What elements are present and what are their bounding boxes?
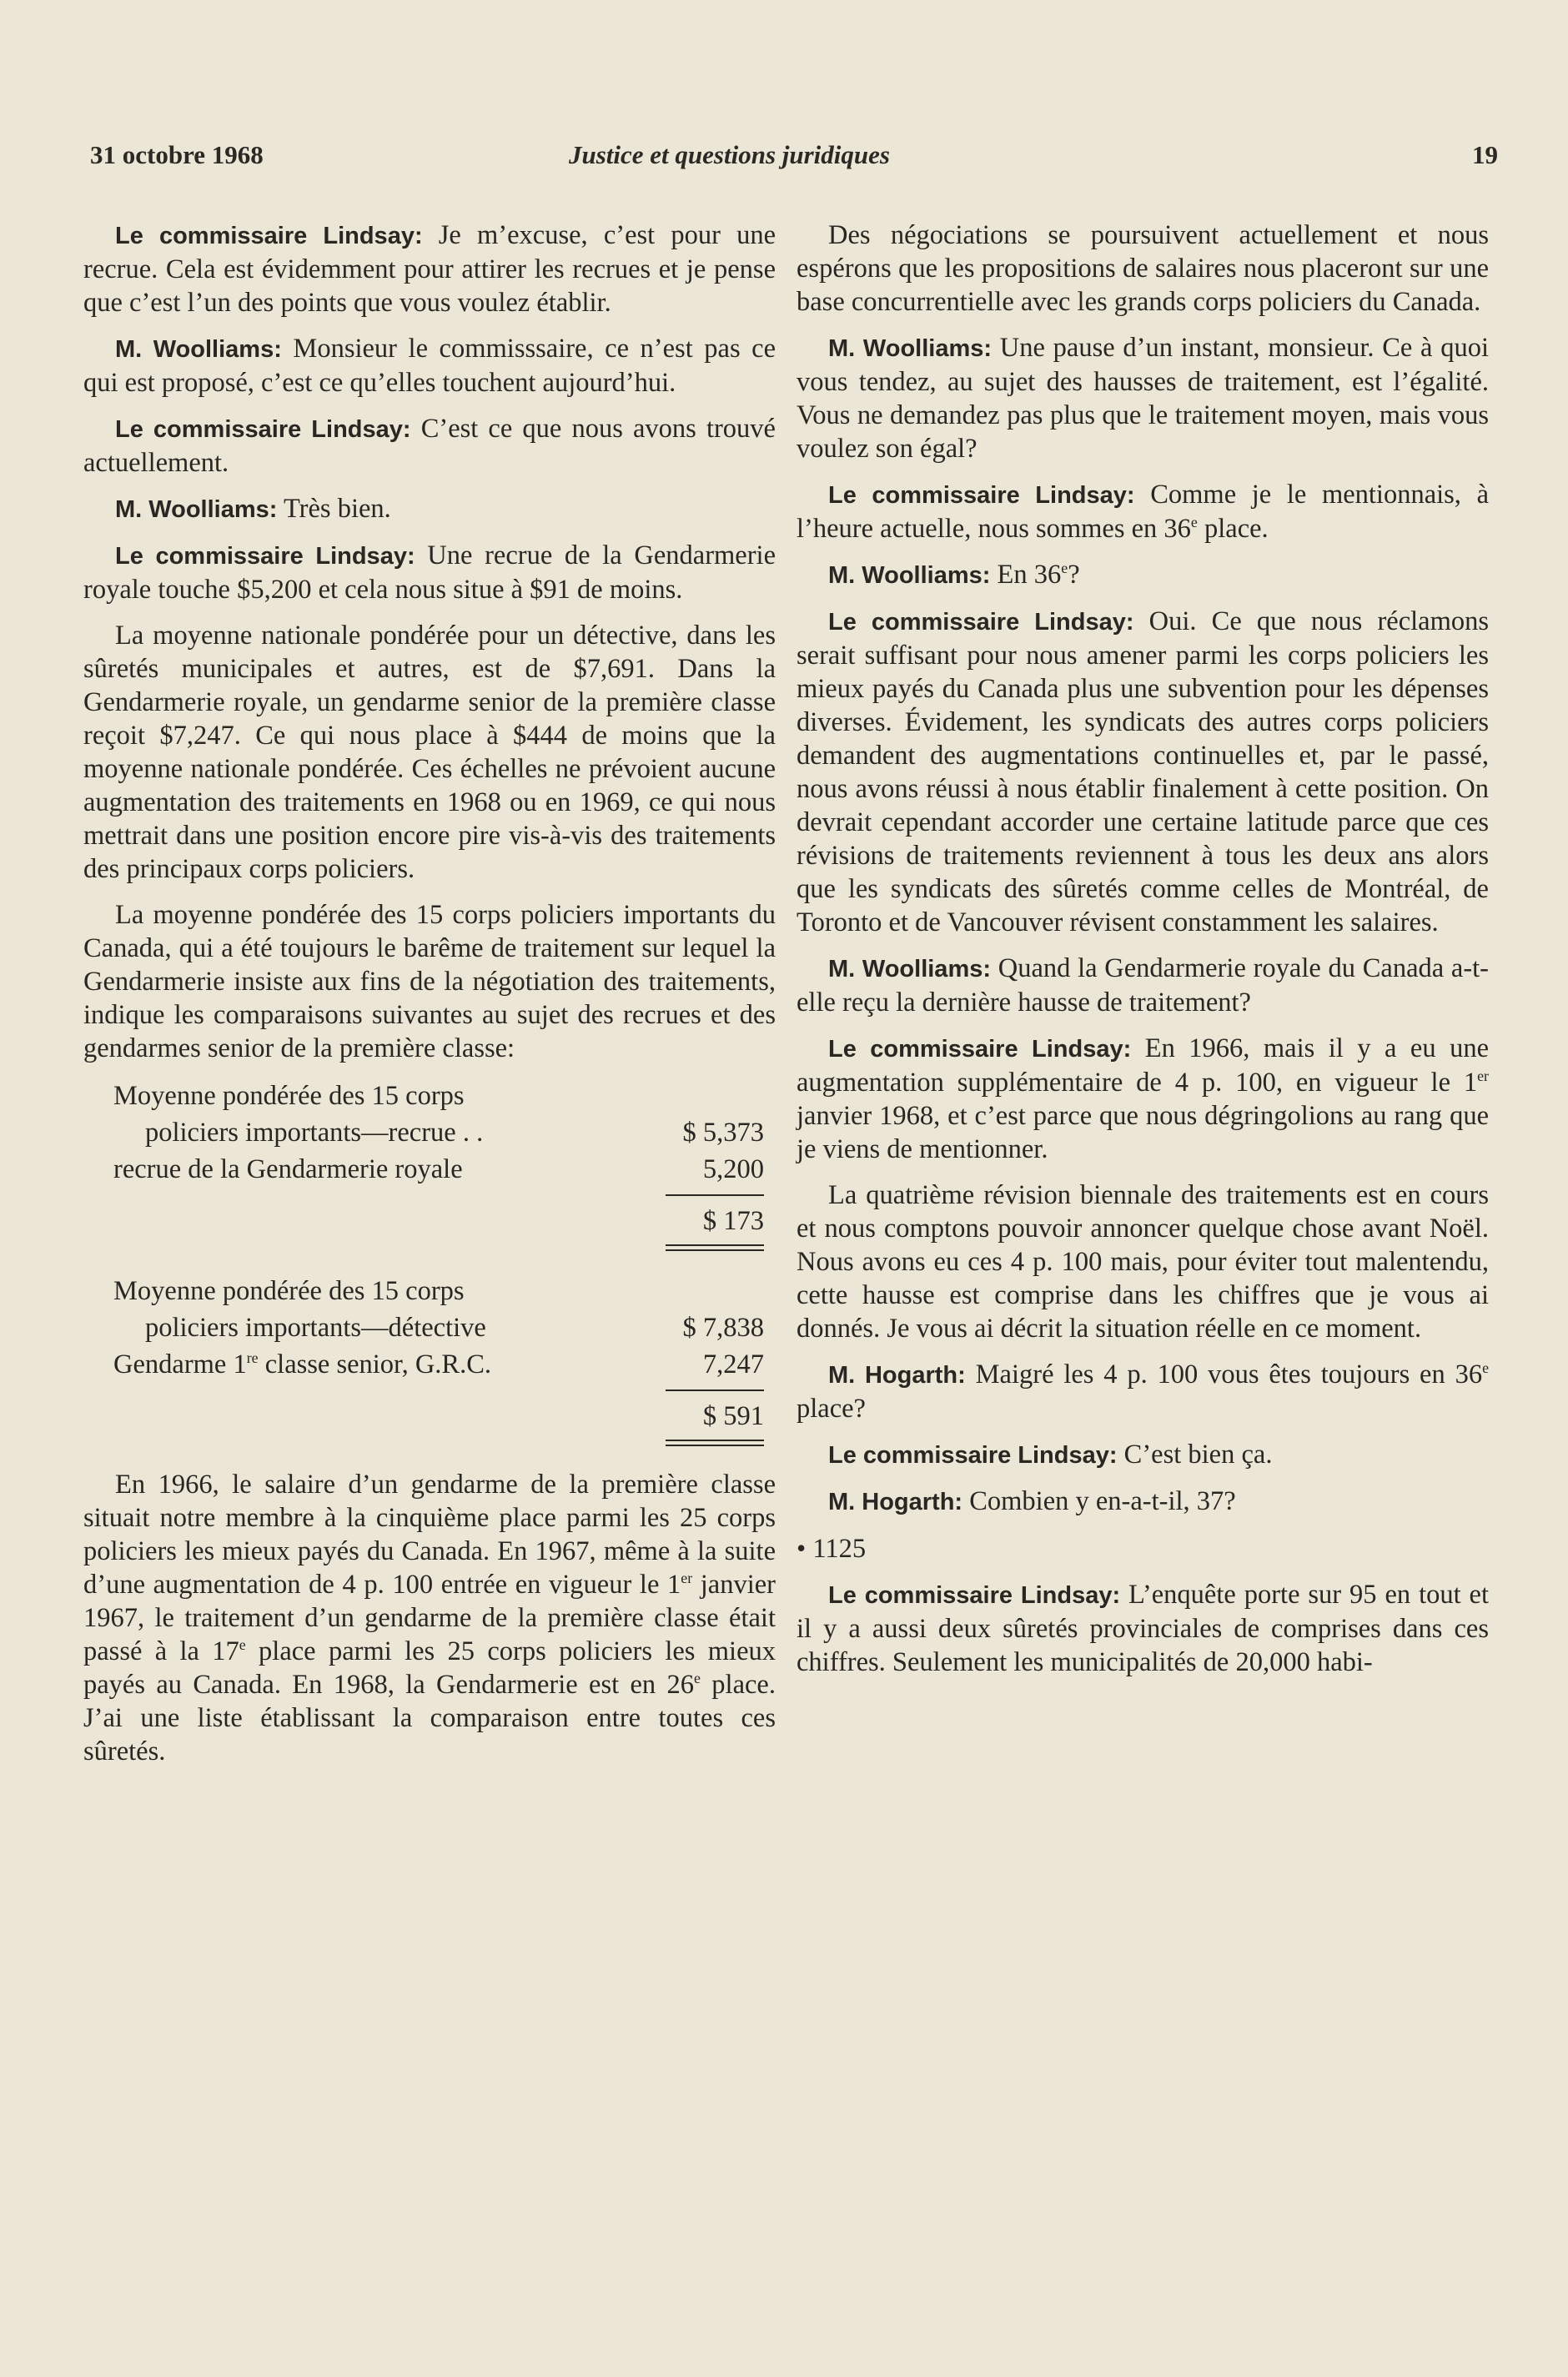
sum-rule (666, 1390, 764, 1391)
paragraph: La moyenne nationale pondérée pour un détective, dans les sûretés municipales et autres, est de $7,691. Dans la Gendarmerie royale, un gendarme senior de la première classe reçoit $7,247. Ce qui nous place à $444 de moins que la moyenne nationale pondérée. Ces échelles ne prévoient aucune augmentation des traitements en 1968 ou en 1969, ce qui nous mettrait dans une position encore pire vis-à-vis des traitements des principaux corps policiers. (83, 621, 776, 884)
table-amount: $ 5,373 (682, 1118, 764, 1148)
paragraph (797, 952, 1489, 1019)
table-amount: 5,200 (702, 1154, 764, 1184)
table-total-row (113, 1203, 764, 1239)
table-row (113, 1114, 764, 1151)
table-amount: 7,247 (702, 1349, 764, 1379)
speaker-name: M. Woolliams: (828, 562, 991, 589)
paragraph (83, 412, 776, 480)
bullet-icon: • (797, 1533, 807, 1563)
table-label: policiers importants—recrue . . (145, 1118, 484, 1148)
table-row (113, 1346, 764, 1383)
double-rule (666, 1440, 764, 1446)
paragraph: Le commissaire Lindsay: En 1966, mais il y a eu une augmentation supplémentaire de 4 p. 100, en vigueur le 1er janvier 1968, et c’est parce que nous dégringolions au rang que je viens de mentionner. (797, 1033, 1489, 1164)
speaker-name: Le commissaire Lindsay: (828, 609, 1134, 636)
table-total: $ 173 (702, 1206, 764, 1236)
speaker-name: Le commissaire Lindsay: (828, 482, 1135, 509)
table-amount: $ 7,838 (682, 1313, 764, 1343)
paragraph-text: Quand la Gendarmerie royale du Canada a-t-elle reçu la dernière hausse de traitement? (797, 953, 1490, 1018)
table-total-row (113, 1398, 764, 1435)
paragraph-text: Oui. Ce que nous réclamons serait suffisant pour nous amener parmi les corps policiers les mieux payés du Canada plus une subvention pour les dépenses diverses. Évidement, les syndicats des autres corps policiers demandent des augmentations continuelles et, par le passé, nous avons réussi à nous établir finalement à cette position. On devrait cependant accorder une certaine latitude parce que ces révisions de traitements reviennent à tous les deux ans alors que les syndicats des sûretés comme celles de Montréal, de Toronto et de Vancouver révisent constamment les salaires. (797, 606, 1490, 937)
paragraph: M. Hogarth: Maigré les 4 p. 100 vous êtes toujours en 36e place? (797, 1359, 1490, 1424)
table-label: policiers importants—détective (145, 1313, 486, 1343)
speaker-name: Le commissaire Lindsay: (828, 1442, 1118, 1469)
speaker-name: M. Woolliams: (115, 496, 278, 523)
table-label: Moyenne pondérée des 15 corps (113, 1276, 465, 1306)
speaker-name: Le commissaire Lindsay: (115, 416, 411, 443)
paragraph: La quatrième révision biennale des traitements est en cours et nous comptons pouvoir annoncer quelque chose avant Noël. Nous avons eu ces 4 p. 100 mais, pour éviter tout malentendu, cette hausse est comprise dans les chiffres que je vous ai donnés. Je vous ai décrit la situation réelle en ce moment. (797, 1180, 1489, 1344)
table-row (113, 1273, 764, 1309)
paragraph: Le commissaire Lindsay: Comme je le mentionnais, à l’heure actuelle, nous sommes en 36e place. (797, 480, 1489, 544)
paragraph-text: Combien y en-a-t-il, 37? (969, 1486, 1236, 1516)
paragraph-text: Une recrue de la Gendarmerie royale touche $5,200 et cela nous situe à $91 de moins. (83, 540, 776, 605)
paragraph (83, 219, 776, 319)
page-number: 19 (1472, 140, 1498, 169)
speaker-name: Le commissaire Lindsay: (828, 1582, 1121, 1609)
double-rule (666, 1244, 764, 1251)
paragraph-text: Très bien. (283, 494, 391, 524)
speaker-name: Le commissaire Lindsay: (115, 543, 415, 570)
table-row (113, 1151, 764, 1188)
paragraph: La moyenne pondérée des 15 corps policiers importants du Canada, qui a été toujours le barême de traitement sur lequel la Gendarmerie insiste aux fins de la négotiation des traitements, indique les comparaisons suivantes au sujet des recrues et des gendarmes senior de la première classe: (83, 900, 776, 1063)
paragraph (797, 1485, 1489, 1519)
speaker-name: Le commissaire Lindsay: (115, 223, 423, 249)
header-title: Justice et questions juridiques (569, 140, 890, 169)
paragraph (83, 492, 776, 526)
paragraph-text: Je m’excuse, c’est pour une recrue. Cela est évidemment pour attirer les recrues et je pense que c’est l’un des points que vous voulez établir. (83, 220, 776, 318)
paragraph: M. Woolliams: En 36e? (828, 560, 1080, 590)
time-marker (797, 1531, 1489, 1565)
table-label: recrue de la Gendarmerie royale (113, 1154, 463, 1184)
page-header (90, 140, 1498, 177)
paragraph (83, 332, 776, 400)
speaker-name: M. Hogarth: (828, 1489, 963, 1515)
table-label: Gendarme 1re classe senior, G.R.C. (113, 1349, 492, 1379)
table-row (113, 1078, 764, 1114)
speaker-name: M. Woolliams: (828, 335, 993, 362)
time-marker-number: 1125 (812, 1534, 867, 1564)
paragraph (797, 1578, 1489, 1679)
header-date: 31 octobre 1968 (90, 140, 264, 169)
paragraph (83, 539, 776, 606)
paragraph: Des négociations se poursuivent actuellement et nous espérons que les propositions de salaires nous placeront sur une base concurrentielle avec les grands corps policiers du Canada. (797, 220, 1489, 317)
table-total: $ 591 (702, 1401, 764, 1431)
comparison-table-recruits (113, 1078, 764, 1446)
paragraph (797, 605, 1489, 939)
paragraph-text: L’enquête porte sur 95 en tout et il y a aussi deux sûretés provinciales de comprises dans ces chiffres. Seulement les municipalités de 20,000 habi- (797, 1580, 1490, 1677)
table-label: Moyenne pondérée des 15 corps (113, 1081, 465, 1111)
paragraph-text: Une pause d’un instant, monsieur. Ce à quoi vous tendez, au sujet des hausses de traitement, est l’égalité. Vous ne demandez pas plus que le traitement moyen, mais vous voulez son égal? (797, 333, 1489, 464)
paragraph-text: C’est bien ça. (1123, 1440, 1273, 1470)
paragraph: En 1966, le salaire d’un gendarme de la première classe situait notre membre à la cinquième place parmi les 25 corps policiers les mieux payés du Canada. En 1967, même à la suite d’une augmentation de 4 p. 100 entrée en vigueur le 1er janvier 1967, le traitement d’un gendarme de la première classe était passé à la 17e place parmi les 25 corps policiers les mieux payés au Canada. En 1968, la Gendarmerie est en 26e place. J’ai une liste établissant la comparaison entre toutes ces sûretés. (83, 1470, 776, 1766)
speaker-name: M. Hogarth: (828, 1362, 966, 1389)
speaker-name: M. Woolliams: (115, 336, 282, 363)
sum-rule (666, 1194, 764, 1196)
speaker-name: M. Woolliams: (828, 956, 992, 982)
paragraph-text: Monsieur le commisssaire, ce n’est pas ce qui est proposé, c’est ce qu’elles touchent aujourd’hui. (83, 334, 776, 398)
paragraph (797, 1438, 1489, 1472)
speaker-name: Le commissaire Lindsay: (828, 1036, 1132, 1063)
right-column (797, 219, 1489, 1691)
paragraph (797, 331, 1489, 465)
left-column (83, 219, 776, 1781)
table-row (113, 1309, 764, 1346)
paragraph-text: C’est ce que nous avons trouvé actuellement. (83, 414, 776, 478)
